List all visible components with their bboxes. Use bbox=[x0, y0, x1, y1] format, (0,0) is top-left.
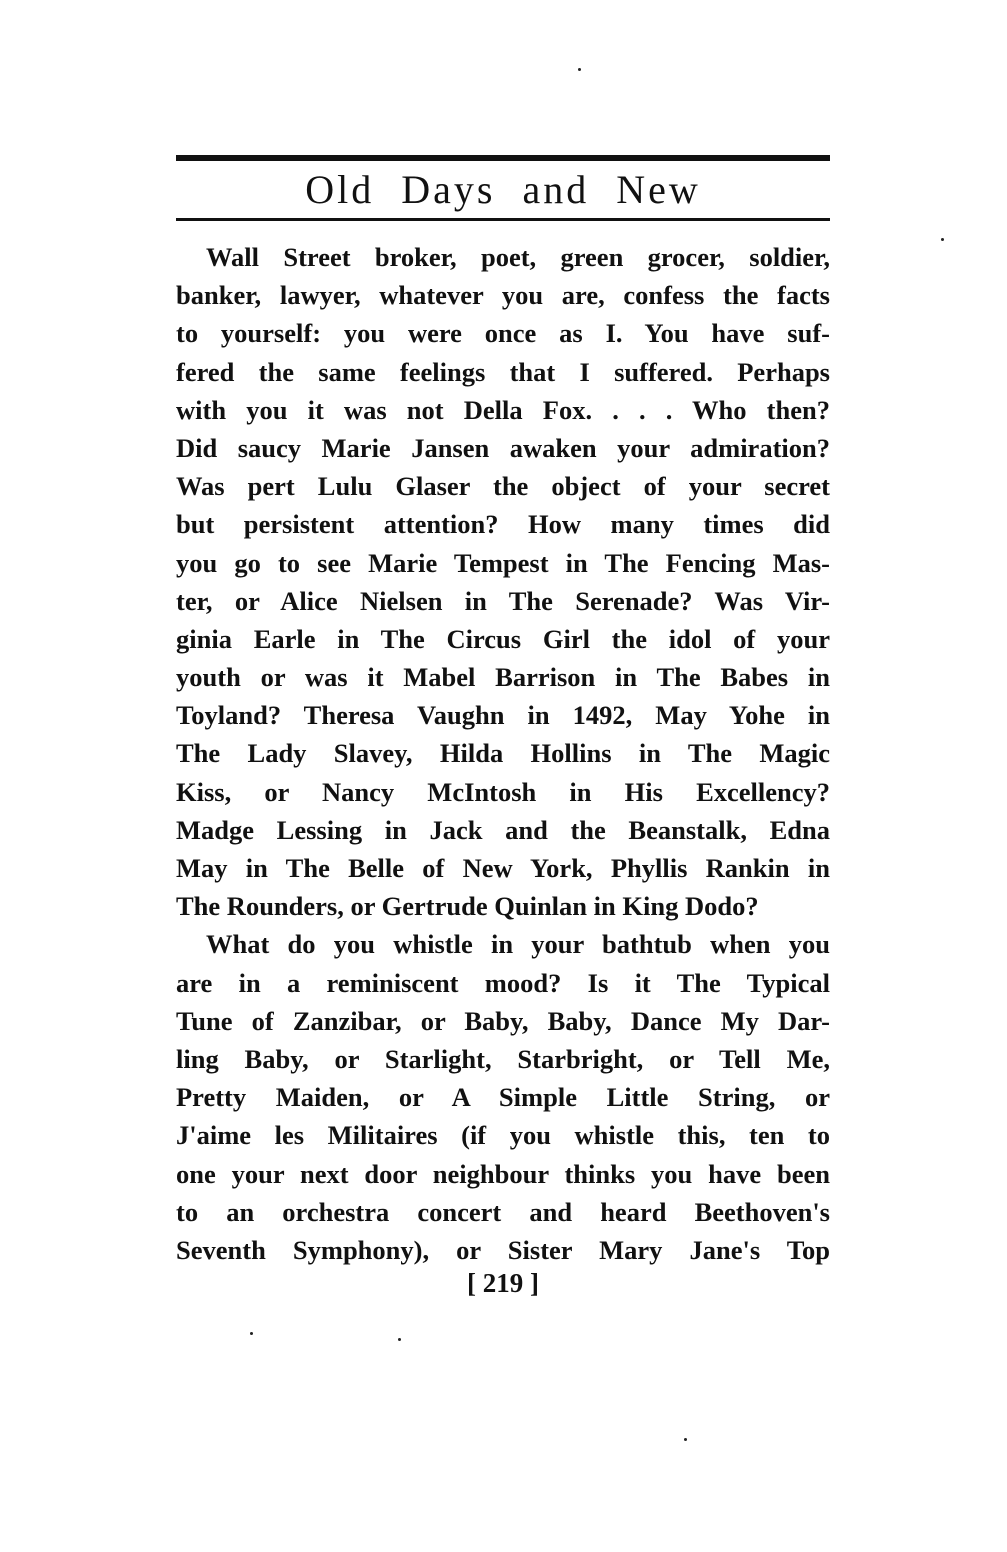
header-rule-bottom bbox=[176, 218, 830, 221]
text-line: to an orchestra concert and heard Beethoven's bbox=[176, 1196, 830, 1227]
text-line: The Rounders, or Gertrude Quinlan in King Dodo? bbox=[176, 891, 759, 922]
text-line: What do you whistle in your bathtub when you bbox=[206, 929, 830, 960]
page-title: Old Days and New bbox=[305, 167, 701, 212]
print-speck bbox=[398, 1338, 401, 1341]
text-line: Wall Street broker, poet, green grocer, soldier, bbox=[206, 242, 830, 272]
page-number: [ 219 ] bbox=[467, 1268, 539, 1298]
print-speck bbox=[684, 1438, 687, 1441]
text-line: Kiss, or Nancy McIntosh in His Excellency? bbox=[176, 776, 830, 807]
text-line: are in a reminiscent mood? Is it The Typical bbox=[176, 967, 830, 998]
print-speck bbox=[941, 238, 944, 241]
text-line: to yourself: you were once as I. You have suf- bbox=[176, 318, 830, 349]
text-line: youth or was it Mabel Barrison in The Babes in bbox=[176, 662, 830, 693]
text-line: Toyland? Theresa Vaughn in 1492, May Yohe in bbox=[176, 700, 830, 731]
text-line: one your next door neighbour thinks you have been bbox=[176, 1158, 830, 1189]
text-line: fered the same feelings that I suffered. Perhaps bbox=[176, 356, 830, 387]
text-line: you go to see Marie Tempest in The Fencing Mas- bbox=[176, 547, 830, 578]
text-line: ter, or Alice Nielsen in The Serenade? Was Vir- bbox=[176, 585, 830, 616]
text-line: ginia Earle in The Circus Girl the idol of your bbox=[176, 623, 830, 654]
text-line: Was pert Lulu Glaser the object of your secret bbox=[176, 471, 830, 502]
text-line: Seventh Symphony), or Sister Mary Jane's Top bbox=[176, 1234, 830, 1265]
text-line: but persistent attention? How many times did bbox=[176, 509, 830, 540]
text-line: banker, lawyer, whatever you are, confess the facts bbox=[176, 280, 830, 311]
text-line: Did saucy Marie Jansen awaken your admiration? bbox=[176, 432, 830, 463]
text-line: The Lady Slavey, Hilda Hollins in The Magic bbox=[176, 738, 830, 769]
text-line: with you it was not Della Fox. . . . Who then? bbox=[176, 394, 830, 425]
text-line: Tune of Zanzibar, or Baby, Baby, Dance My Dar- bbox=[176, 1005, 830, 1036]
text-line: May in The Belle of New York, Phyllis Rankin in bbox=[176, 853, 830, 883]
text-line: Madge Lessing in Jack and the Beanstalk, Edna bbox=[176, 814, 830, 845]
print-speck bbox=[578, 68, 581, 71]
header-rule-top bbox=[176, 155, 830, 161]
text-line: ling Baby, or Starlight, Starbright, or Tell Me, bbox=[176, 1043, 830, 1074]
text-line: Pretty Maiden, or A Simple Little String, or bbox=[176, 1082, 830, 1113]
print-speck bbox=[250, 1332, 253, 1335]
text-line: J'aime les Militaires (if you whistle this, ten to bbox=[176, 1120, 830, 1151]
body-text bbox=[176, 238, 830, 1269]
